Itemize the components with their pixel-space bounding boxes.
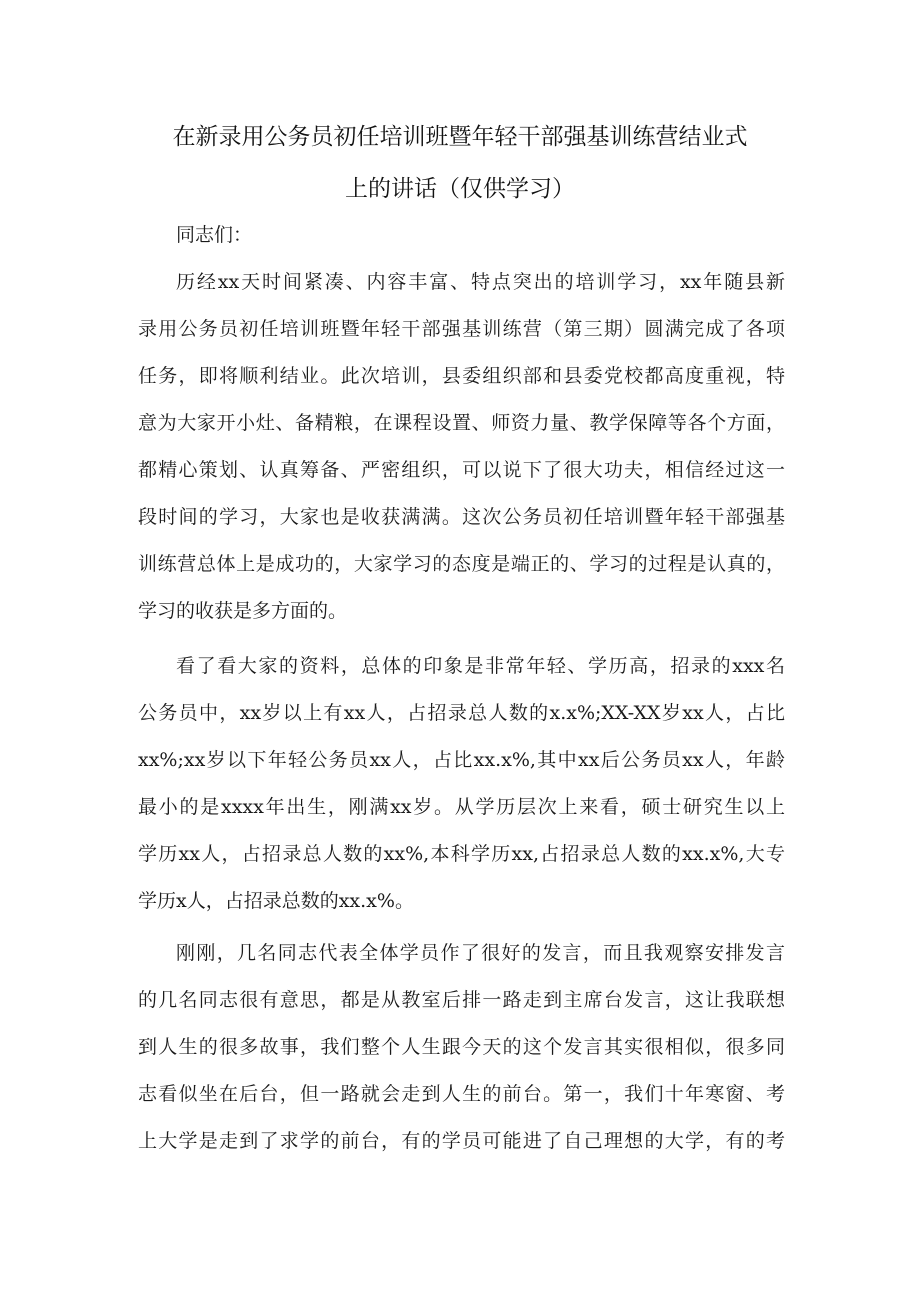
document-title-line-2: 上的讲话（仅供学习） xyxy=(345,176,575,202)
paragraph-3 xyxy=(138,930,785,1165)
paragraph-line: 最小的是xxxx年出生，刚满xx岁。从学历层次上来看，硕士研究生以上 xyxy=(138,796,785,818)
paragraph-2 xyxy=(138,643,785,925)
paragraph-line: 到人生的很多故事，我们整个人生跟今天的这个发言其实很相似，很多同 xyxy=(138,1036,785,1058)
paragraph-1 xyxy=(138,259,785,635)
paragraph-line: 历经xx天时间紧凑、内容丰富、特点突出的培训学习，xx年随县新 xyxy=(176,271,785,293)
paragraph-line: 上大学是走到了求学的前台，有的学员可能进了自己理想的大学，有的考 xyxy=(138,1130,785,1152)
paragraph-line: 意为大家开小灶、备精粮，在课程设置、师资力量、教学保障等各个方面， xyxy=(138,412,785,434)
paragraph-line: 刚刚，几名同志代表全体学员作了很好的发言，而且我观察安排发言 xyxy=(176,942,785,964)
paragraph-line: 的几名同志很有意思，都是从教室后排一路走到主席台发言，这让我联想 xyxy=(138,989,785,1011)
paragraph-line: 志看似坐在后台，但一路就会走到人生的前台。第一，我们十年寒窗、考 xyxy=(138,1083,785,1105)
paragraph-line: 看了看大家的资料，总体的印象是非常年轻、学历高，招录的xxx名 xyxy=(176,655,785,677)
paragraph-line: 学习的收获是多方面的。 xyxy=(138,600,348,622)
paragraph-line: 学历xx人，占招录总人数的xx%,本科学历xx,占招录总人数的xx.x%,大专 xyxy=(138,843,785,865)
paragraph-line: xx%;xx岁以下年轻公务员xx人，占比xx.x%,其中xx后公务员xx人，年龄 xyxy=(138,749,785,771)
salutation-text: 同志们： xyxy=(176,224,253,246)
salutation xyxy=(138,212,785,259)
document-title-line-1: 在新录用公务员初任培训班暨年轻干部强基训练营结业式 xyxy=(172,124,748,150)
paragraph-line: 任务，即将顺利结业。此次培训，县委组织部和县委党校都高度重视，特 xyxy=(138,365,785,387)
paragraph-line: 公务员中，xx岁以上有xx人，占招录总人数的x.x%;XX-XX岁xx人，占比 xyxy=(138,702,785,724)
paragraph-line: 段时间的学习，大家也是收获满满。这次公务员初任培训暨年轻干部强基 xyxy=(138,506,785,528)
paragraph-line: 训练营总体上是成功的，大家学习的态度是端正的、学习的过程是认真的， xyxy=(138,553,785,575)
paragraph-line: 都精心策划、认真筹备、严密组织，可以说下了很大功夫，相信经过这一 xyxy=(138,459,785,481)
paragraph-line: 学历x人，占招录总数的xx.x%。 xyxy=(138,890,414,912)
paragraph-line: 录用公务员初任培训班暨年轻干部强基训练营（第三期）圆满完成了各项 xyxy=(138,318,785,340)
